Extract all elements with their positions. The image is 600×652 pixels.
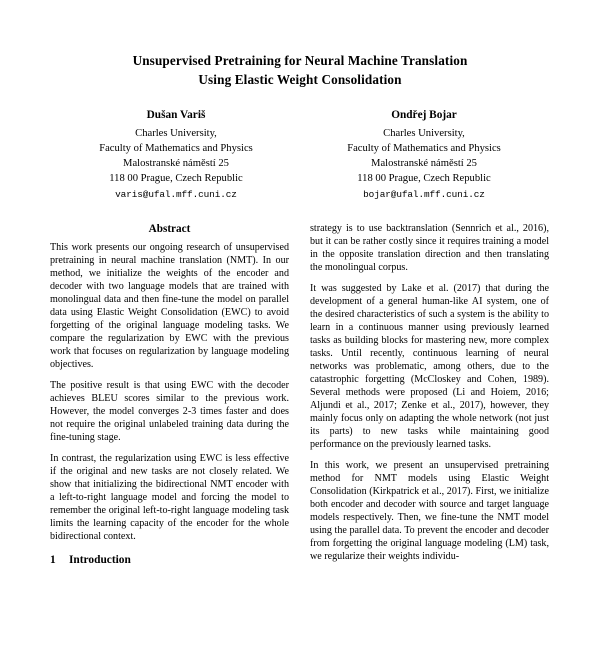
author-2-affiliation-1: Charles University, [383,127,465,139]
section-number: 1 [50,553,56,566]
author-2-name: Ondřej Bojar [391,109,457,122]
author-2 [300,107,548,201]
intro-paragraph-3: In this work, we present an unsupervised pretraining method for NMT models using Elastic Weight Consolidation (Kirkpatrick et al., 2017). First, we initialize both encoder and decoder with source and target language models respectively. Then, we fine-tune the NMT model using the parallel data. To prevent the encoder and decoder from forgetting the original language modeling (LM) task, we regularize their weights individu- [310,459,549,562]
abstract-paragraph-1: This work presents our ongoing research of unsupervised pretraining in neural machine translation (NMT). In our method, we initialize the weights of the encoder and decoder with two language models that are trained with monolingual data and then fine-tune the model on parallel data using Elastic Weight Consolidation (EWC) to avoid forgetting of the original language modeling tasks. We compare the regularization by EWC with the previous work that focuses on regularization by language modeling objectives. [50,242,289,370]
intro-paragraph-1: strategy is to use backtranslation (Sennrich et al., 2016), but it can be rather costly since it requires training a model in the opposite translation direction and then translating the monolingual corpus. [310,223,549,274]
body-columns [50,223,550,571]
paper-title [52,52,548,89]
intro-paragraph-2: It was suggested by Lake et al. (2017) that during the development of a general human-like AI system, one of the desired characteristics of such a system is the ability to learn in a continuous manner using previously learned tasks as building blocks for mastering new, more complex tasks. Until recently, continuous learning of neural networks was problematic, among others, due to the catastrophic forgetting (McCloskey and Cohen, 1989). Several methods were proposed (Li and Hoiem, 2016; Aljundi et al., 2017; Zenke et al., 2017), however, they mainly focus only on adapting the whole network (not just its parts) to new tasks while maintaining good performance on the previously learned tasks. [310,283,549,450]
right-column [310,223,549,571]
paper-title-line-1: Unsupervised Pretraining for Neural Machine Translation [132,53,468,68]
paper-title-block [52,52,548,89]
author-2-affiliation-2: Faculty of Mathematics and Physics [347,142,501,154]
author-block [52,107,548,201]
author-1-name: Dušan Variš [146,109,206,122]
author-1-affiliation-3: Malostranské náměstí 25 [123,158,229,170]
abstract-paragraph-3: In contrast, the regularization using EWC is less effective if the original and new tasks are not closely related. We show that initializing the bidirectional NMT encoder with a left-to-right language model and forcing the model to remember the original left-to-right language modeling task limits the learning capacity of the encoder for the whole bidirectional context. [50,452,289,542]
author-1-email: varis@ufal.mff.cuni.cz [115,188,237,200]
abstract-paragraph-2: The positive result is that using EWC with the decoder achieves BLEU scores similar to the previous work. However, the model converges 2-3 times faster and does not require the original unlabeled training data during the fine-tuning stage. [50,379,289,443]
author-2-affiliation-3: Malostranské náměstí 25 [371,158,477,170]
author-2-affiliation-4: 118 00 Prague, Czech Republic [357,173,491,185]
paper-page [0,52,600,652]
author-1-affiliation-1: Charles University, [135,127,217,139]
author-2-email: bojar@ufal.mff.cuni.cz [363,188,485,200]
paper-title-line-2: Using Elastic Weight Consolidation [198,71,402,87]
author-1-affiliation-2: Faculty of Mathematics and Physics [99,142,253,154]
author-1-affiliation-4: 118 00 Prague, Czech Republic [109,173,243,185]
section-heading-introduction [50,554,289,566]
section-title: Introduction [69,553,131,566]
left-column [50,223,289,571]
abstract-heading: Abstract [148,223,191,236]
author-1 [52,107,300,201]
